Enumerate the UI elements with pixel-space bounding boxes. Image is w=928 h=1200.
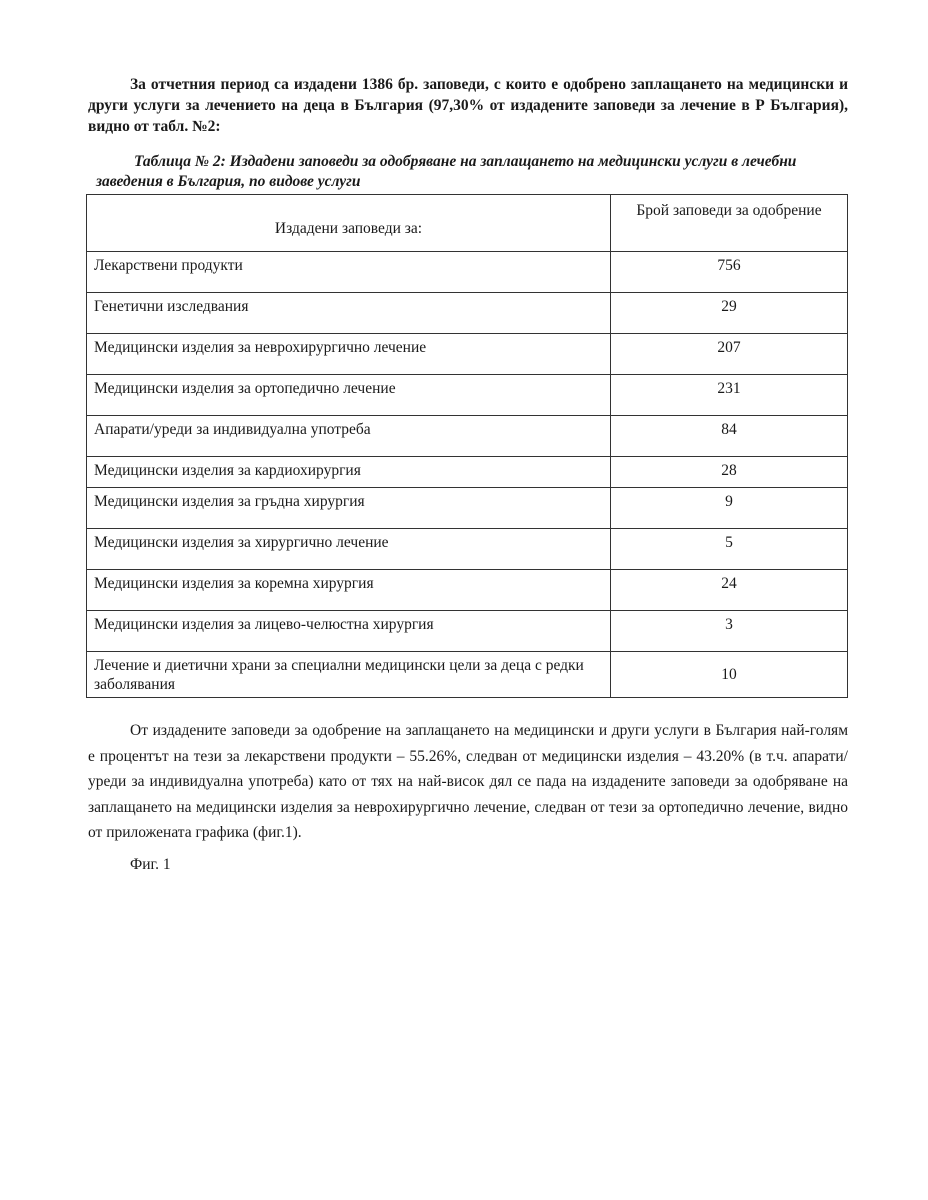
table-row bbox=[87, 529, 848, 570]
row-value: 24 bbox=[611, 570, 848, 611]
intro-paragraph: За отчетния период са издадени 1386 бр. заповеди, с които е одобрено заплащането на медицински и други услуги за лечението на деца в България (97,30% от издадените заповеди за лечение в Р България), видно от табл. №2: bbox=[88, 76, 848, 135]
table-row bbox=[87, 252, 848, 293]
row-label: Медицински изделия за гръдна хирургия bbox=[87, 488, 611, 529]
summary-paragraph: От издадените заповеди за одобрение на заплащането на медицински и други услуги в България най-голям е процентът на тези за лекарствени продукти – 55.26%, следван от медицински изделия – 43.20% (в т.ч. апарати/уреди за индивидуална употреба) като от тях на най-висок дял се пада на издадените заповеди за одобряване на заплащането на медицински изделия за неврохирургично лечение, следван от тези за ортопедично лечение, видно от приложената графика (фиг.1). bbox=[88, 722, 848, 841]
row-label: Апарати/уреди за индивидуална употреба bbox=[87, 416, 611, 457]
table-row bbox=[87, 457, 848, 488]
row-value: 3 bbox=[611, 611, 848, 652]
row-value: 28 bbox=[611, 457, 848, 488]
header-col-services: Издадени заповеди за: bbox=[87, 195, 611, 252]
row-value: 84 bbox=[611, 416, 848, 457]
row-label: Медицински изделия за кардиохирургия bbox=[87, 457, 611, 488]
row-value: 9 bbox=[611, 488, 848, 529]
table-row bbox=[87, 611, 848, 652]
row-label: Медицински изделия за хирургично лечение bbox=[87, 529, 611, 570]
row-value: 5 bbox=[611, 529, 848, 570]
orders-table bbox=[86, 194, 848, 698]
table-row bbox=[87, 293, 848, 334]
table-row bbox=[87, 570, 848, 611]
row-label: Лечение и диетични храни за специални медицински цели за деца с редки заболявания bbox=[87, 652, 611, 698]
figure-label: Фиг. 1 bbox=[130, 856, 171, 873]
table-row bbox=[87, 416, 848, 457]
row-value: 10 bbox=[611, 652, 848, 698]
row-value: 207 bbox=[611, 334, 848, 375]
row-label: Генетични изследвания bbox=[87, 293, 611, 334]
table-row bbox=[87, 334, 848, 375]
row-label: Медицински изделия за неврохирургично лечение bbox=[87, 334, 611, 375]
table-row bbox=[87, 375, 848, 416]
table-header-row bbox=[87, 195, 848, 252]
table-caption: Таблица № 2: Издадени заповеди за одобряване на заплащането на медицински услуги в лечебни заведения в България, по видове услуги bbox=[96, 153, 797, 190]
row-value: 231 bbox=[611, 375, 848, 416]
table-row bbox=[87, 652, 848, 698]
row-label: Медицински изделия за ортопедично лечение bbox=[87, 375, 611, 416]
table-row bbox=[87, 488, 848, 529]
row-label: Лекарствени продукти bbox=[87, 252, 611, 293]
row-value: 29 bbox=[611, 293, 848, 334]
row-value: 756 bbox=[611, 252, 848, 293]
row-label: Медицински изделия за лицево-челюстна хирургия bbox=[87, 611, 611, 652]
header-col-count: Брой заповеди за одобрение bbox=[611, 195, 848, 252]
row-label: Медицински изделия за коремна хирургия bbox=[87, 570, 611, 611]
